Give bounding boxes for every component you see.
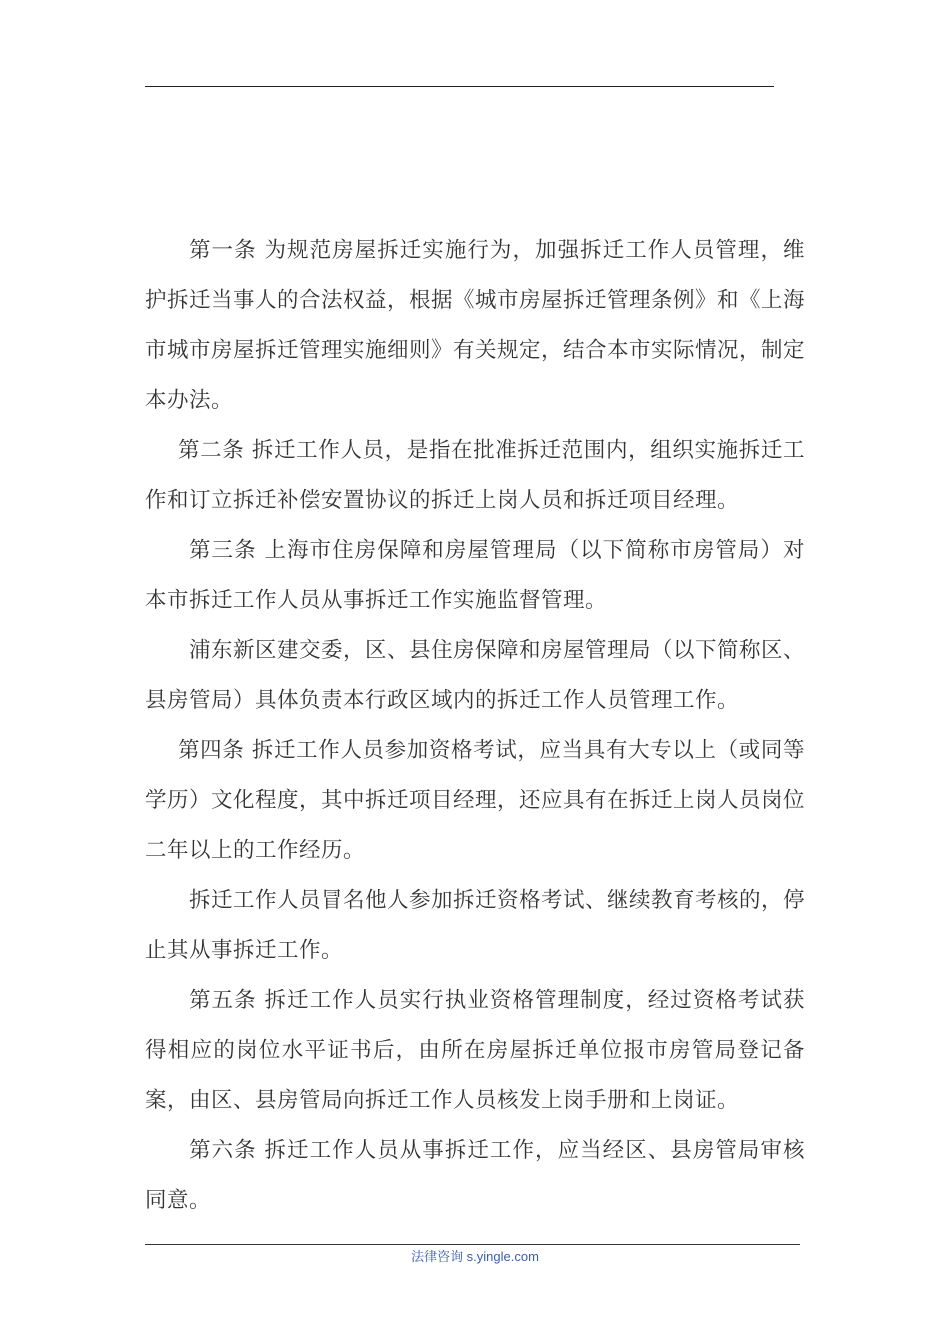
- paragraph-article-2: 第二条 拆迁工作人员，是指在批准拆迁范围内，组织实施拆迁工作和订立拆迁补偿安置协议的拆迁上岗人员和拆迁项目经理。: [145, 438, 805, 513]
- paragraph-article-4-clause-2: 拆迁工作人员冒名他人参加拆迁资格考试、继续教育考核的，停止其从事拆迁工作。: [145, 888, 806, 963]
- document-body: [145, 226, 805, 1226]
- footer-divider: [145, 1244, 800, 1245]
- paragraph-article-5: 第五条 拆迁工作人员实行执业资格管理制度，经过资格考试获得相应的岗位水平证书后，由所在房屋拆迁单位报市房管局登记备案，由区、县房管局向拆迁工作人员核发上岗手册和上岗证。: [145, 988, 805, 1113]
- paragraph-article-3-clause-2: 浦东新区建交委，区、县住房保障和房屋管理局（以下简称区、县房管局）具体负责本行政区域内的拆迁工作人员管理工作。: [145, 638, 806, 713]
- footer-link[interactable]: 法律咨询 s.yingle.com: [411, 1249, 539, 1264]
- paragraph-article-1: 第一条 为规范房屋拆迁实施行为，加强拆迁工作人员管理，维护拆迁当事人的合法权益，根据《城市房屋拆迁管理条例》和《上海市城市房屋拆迁管理实施细则》有关规定，结合本市实际情况，制定本办法。: [145, 238, 806, 413]
- paragraph-article-6: 第六条 拆迁工作人员从事拆迁工作，应当经区、县房管局审核同意。: [145, 1138, 805, 1213]
- header-divider: [145, 86, 774, 87]
- paragraph-article-3: 第三条 上海市住房保障和房屋管理局（以下简称市房管局）对本市拆迁工作人员从事拆迁工作实施监督管理。: [145, 538, 805, 613]
- paragraph-article-4: 第四条 拆迁工作人员参加资格考试，应当具有大专以上（或同等学历）文化程度，其中拆迁项目经理，还应具有在拆迁上岗人员岗位二年以上的工作经历。: [145, 738, 806, 863]
